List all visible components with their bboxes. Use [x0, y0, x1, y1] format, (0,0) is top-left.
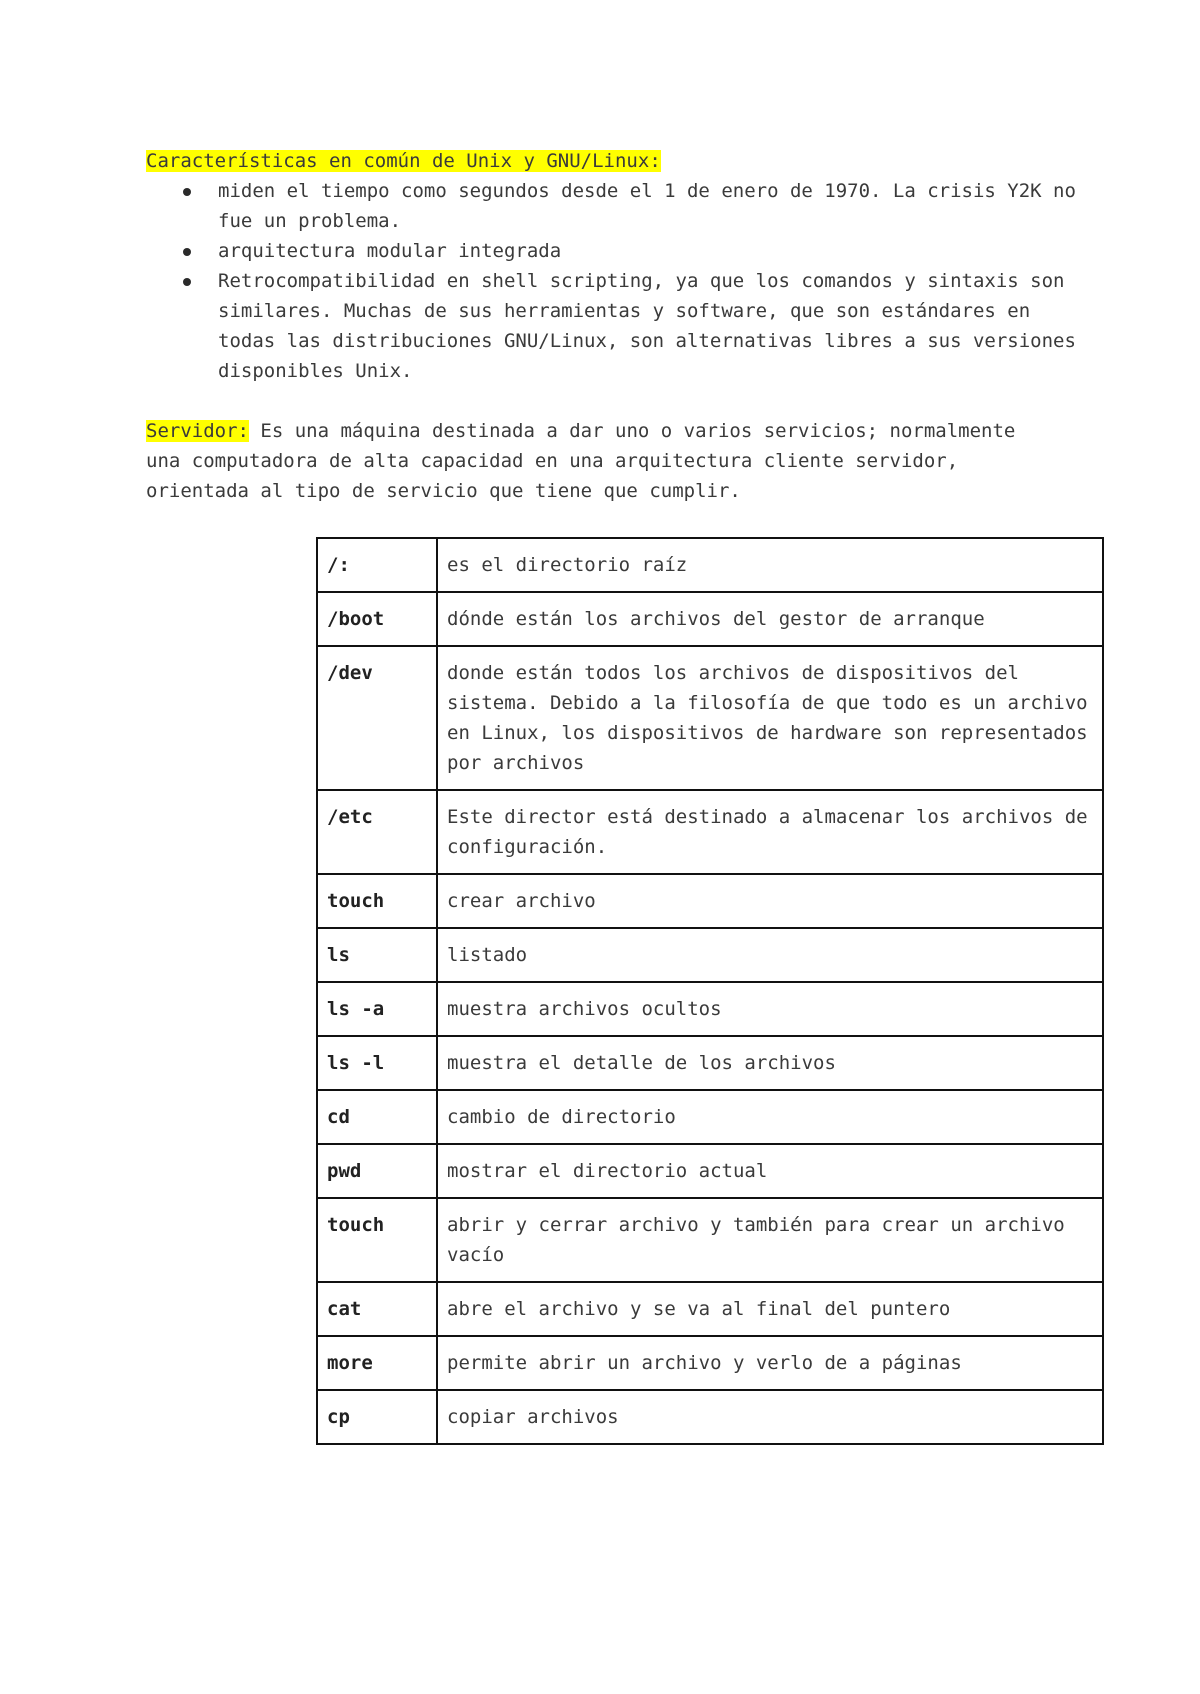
description-cell: Este director está destinado a almacenar los archivos de configuración. — [437, 790, 1103, 874]
server-text: Es una máquina destinada a dar uno o varios servicios; normalmente una computadora de alta capacidad en una arquitectura cliente servidor, orientada al tipo de servicio que tiene que cumplir. — [146, 420, 1016, 502]
command-cell: touch — [317, 874, 437, 928]
features-list — [146, 176, 1076, 386]
table-row — [317, 874, 1103, 928]
description-cell: listado — [437, 928, 1103, 982]
command-cell: pwd — [317, 1144, 437, 1198]
command-cell: /boot — [317, 592, 437, 646]
list-item: Retrocompatibilidad en shell scripting, ya que los comandos y sintaxis son similares. Muchas de sus herramientas y software, que son estándares en todas las distribuciones GNU/Linux, son alternativas libres a sus versiones disponibles Unix. — [218, 266, 1098, 386]
table-row — [317, 790, 1103, 874]
command-cell: ls — [317, 928, 437, 982]
table-row — [317, 1090, 1103, 1144]
table-row — [317, 1282, 1103, 1336]
description-cell: cambio de directorio — [437, 1090, 1103, 1144]
document-page — [146, 146, 1076, 506]
table-row — [317, 1144, 1103, 1198]
description-cell: es el directorio raíz — [437, 538, 1103, 592]
section-heading — [146, 146, 1066, 176]
server-definition — [146, 416, 1056, 506]
description-cell: crear archivo — [437, 874, 1103, 928]
command-cell: ls -l — [317, 1036, 437, 1090]
command-cell: ls -a — [317, 982, 437, 1036]
description-cell: muestra archivos ocultos — [437, 982, 1103, 1036]
server-term: Servidor: — [146, 420, 249, 442]
table-row — [317, 1198, 1103, 1282]
description-cell: dónde están los archivos del gestor de arranque — [437, 592, 1103, 646]
table-row — [317, 592, 1103, 646]
list-item: miden el tiempo como segundos desde el 1 de enero de 1970. La crisis Y2K no fue un problema. — [218, 176, 1098, 236]
table-row — [317, 982, 1103, 1036]
command-cell: /etc — [317, 790, 437, 874]
command-cell: cp — [317, 1390, 437, 1444]
table-row — [317, 928, 1103, 982]
command-cell: more — [317, 1336, 437, 1390]
command-cell: /: — [317, 538, 437, 592]
description-cell: abre el archivo y se va al final del puntero — [437, 1282, 1103, 1336]
table-row — [317, 538, 1103, 592]
description-cell: copiar archivos — [437, 1390, 1103, 1444]
command-cell: cd — [317, 1090, 437, 1144]
table-row — [317, 1390, 1103, 1444]
highlighted-heading: Características en común de Unix y GNU/Linux: — [146, 150, 661, 172]
command-cell: touch — [317, 1198, 437, 1282]
table-row — [317, 646, 1103, 790]
table-row — [317, 1336, 1103, 1390]
description-cell: mostrar el directorio actual — [437, 1144, 1103, 1198]
list-item: arquitectura modular integrada — [218, 236, 1098, 266]
command-cell: cat — [317, 1282, 437, 1336]
command-cell: /dev — [317, 646, 437, 790]
description-cell: abrir y cerrar archivo y también para crear un archivo vacío — [437, 1198, 1103, 1282]
description-cell: donde están todos los archivos de dispositivos del sistema. Debido a la filosofía de que todo es un archivo en Linux, los dispositivos de hardware son representados por archivos — [437, 646, 1103, 790]
description-cell: muestra el detalle de los archivos — [437, 1036, 1103, 1090]
description-cell: permite abrir un archivo y verlo de a páginas — [437, 1336, 1103, 1390]
table-row — [317, 1036, 1103, 1090]
commands-table — [316, 537, 1104, 1445]
